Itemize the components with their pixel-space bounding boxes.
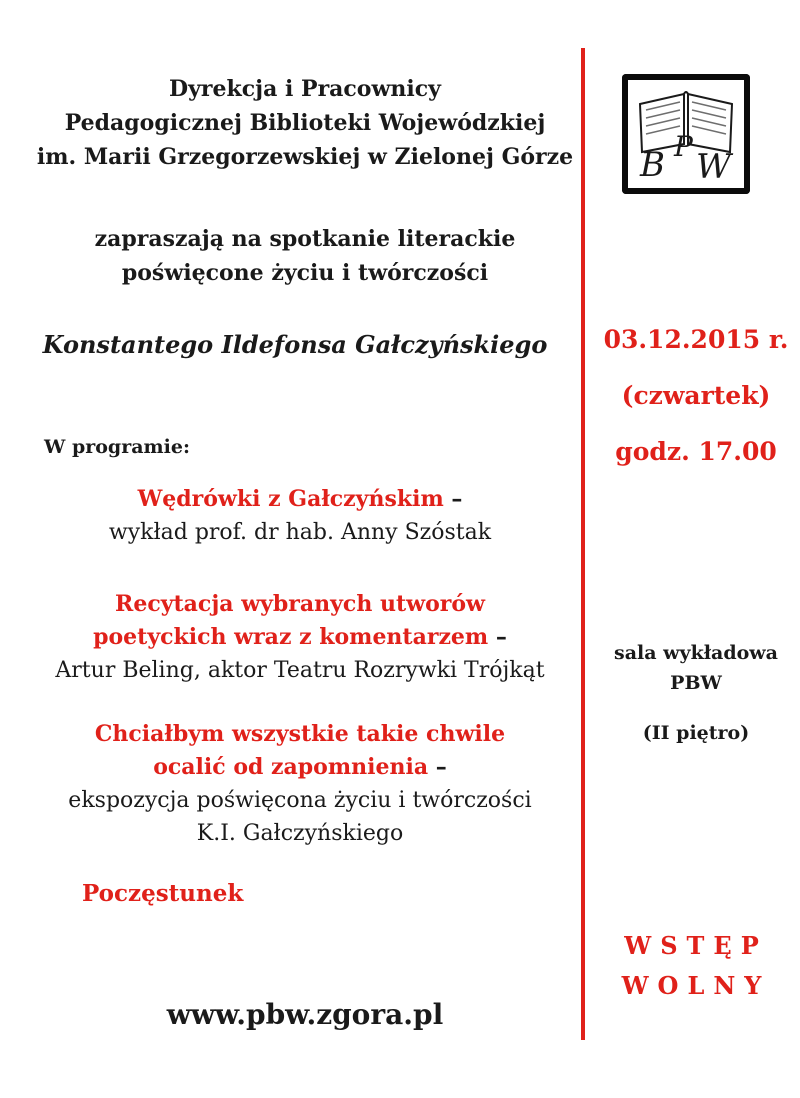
event-room — [592, 638, 800, 698]
website-link[interactable]: www.pbw.zgora.pl — [166, 998, 444, 1031]
program-item — [20, 483, 580, 549]
program-item-desc: Artur Beling, aktor Teatru Rozrywki Trójkąt — [55, 658, 545, 683]
logo-letter: W — [696, 147, 731, 187]
organizer-line: Dyrekcja i Pracownicy — [169, 76, 441, 102]
event-floor: (II piętro) — [642, 722, 750, 744]
organizer-header — [30, 72, 580, 174]
event-time: godz. 17.00 — [615, 437, 777, 466]
invitation-text — [30, 222, 580, 290]
logo-letter: P — [674, 130, 693, 163]
dash: – — [428, 754, 447, 780]
entry-line: WSTĘP — [624, 931, 768, 960]
program-item — [20, 718, 580, 850]
logo-letter: B — [640, 145, 665, 185]
vertical-divider — [581, 48, 585, 1040]
program-item-desc: K.I. Gałczyńskiego — [196, 821, 404, 846]
book-logo-icon — [622, 74, 750, 194]
program-item-desc: wykład prof. dr hab. Anny Szóstak — [108, 520, 492, 545]
room-line: PBW — [670, 672, 722, 694]
pbw-logo — [622, 74, 750, 194]
dash: – — [488, 624, 507, 650]
program-item-title: ocalić od zapomnienia — [153, 754, 429, 780]
program-label: W programie: — [44, 436, 190, 458]
organizer-line: Pedagogicznej Biblioteki Wojewódzkiej — [64, 110, 546, 136]
invitation-line: poświęcone życiu i twórczości — [121, 260, 489, 286]
room-line: sala wykładowa — [614, 642, 778, 664]
refreshments: Poczęstunek — [82, 880, 244, 907]
invitation-line: zapraszają na spotkanie literackie — [94, 226, 516, 252]
program-item — [20, 588, 580, 687]
honoree-name: Konstantego Ildefonsa Gałczyńskiego — [42, 330, 548, 359]
program-item-title: poetyckich wraz z komentarzem — [93, 624, 489, 650]
dash: – — [443, 486, 463, 512]
free-entry — [592, 926, 800, 1006]
program-item-title: Recytacja wybranych utworów — [115, 591, 485, 617]
event-weekday: (czwartek) — [621, 381, 771, 410]
organizer-line: im. Marii Grzegorzewskiej w Zielonej Górze — [36, 144, 574, 170]
program-item-title: Wędrówki z Gałczyńskim — [137, 486, 444, 512]
program-item-desc: ekspozycja poświęcona życiu i twórczości — [68, 788, 532, 813]
event-date: 03.12.2015 r. — [603, 325, 789, 354]
program-item-title: Chciałbym wszystkie takie chwile — [94, 721, 506, 747]
event-datetime — [592, 312, 800, 480]
entry-line: WOLNY — [621, 971, 771, 1000]
